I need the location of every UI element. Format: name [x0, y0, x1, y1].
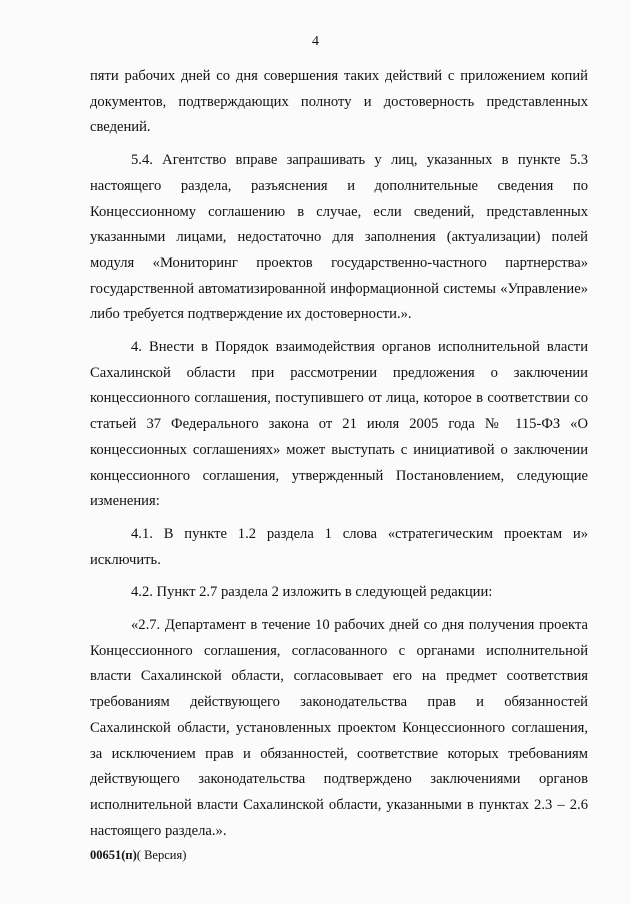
document-footer	[90, 848, 186, 863]
paragraph-4-1: 4.1. В пункте 1.2 раздела 1 слова «стратегическим проектам и» исключить.	[90, 525, 588, 568]
version-label: ( Версия)	[136, 848, 187, 862]
paragraph-2-7: «2.7. Департамент в течение 10 рабочих дней со дня получения проекта Концессионного соглашения, согласованного с органами исполнительной власти Сахалинской области, согласовывает его на предмет соответствия требованиям действующего законодательства прав и обязанностей Сахалинской области, установленных проектом Концессионного соглашения, за исключением прав и обязанностей, соответствие которых требованиям действующего законодательства подтверждено заключениями органов исполнительной власти Сахалинской области, указанными в пунктах 2.3 – 2.6 настоящего раздела.».	[90, 617, 588, 839]
paragraph-5-4: 5.4. Агентство вправе запрашивать у лиц, указанных в пункте 5.3 настоящего раздела, разъяснения и дополнительные сведения по Концессионному соглашению в случае, если сведений, представленных указанными лицами, недостаточно для заполнения (актуализации) полей модуля «Мониторинг проектов государственно-частного партнерства» государственной автоматизированной информационной системы «Управление» либо требуется подтверждение их достоверности.».	[90, 152, 588, 323]
paragraph-4-2: 4.2. Пункт 2.7 раздела 2 изложить в следующей редакции:	[131, 584, 493, 601]
paragraph-continuation: пяти рабочих дней со дня совершения таких действий с приложением копий документов, подтверждающих полноту и достоверность представленных сведений.	[90, 68, 588, 136]
document-code: 00651(п)	[90, 848, 137, 862]
paragraph-4: 4. Внести в Порядок взаимодействия органов исполнительной власти Сахалинской области при рассмотрении предложения о заключении концессионного соглашения, поступившего от лица, которое в соответствии со статьей 37 Федерального закона от 21 июля 2005 года № 115-ФЗ «О концессионных соглашениях» может выступать с инициативой о заключении концессионного соглашения, утвержденный Постановлением, следующие изменения:	[90, 339, 588, 510]
page-number: 4	[312, 34, 319, 49]
document-body	[90, 64, 588, 851]
